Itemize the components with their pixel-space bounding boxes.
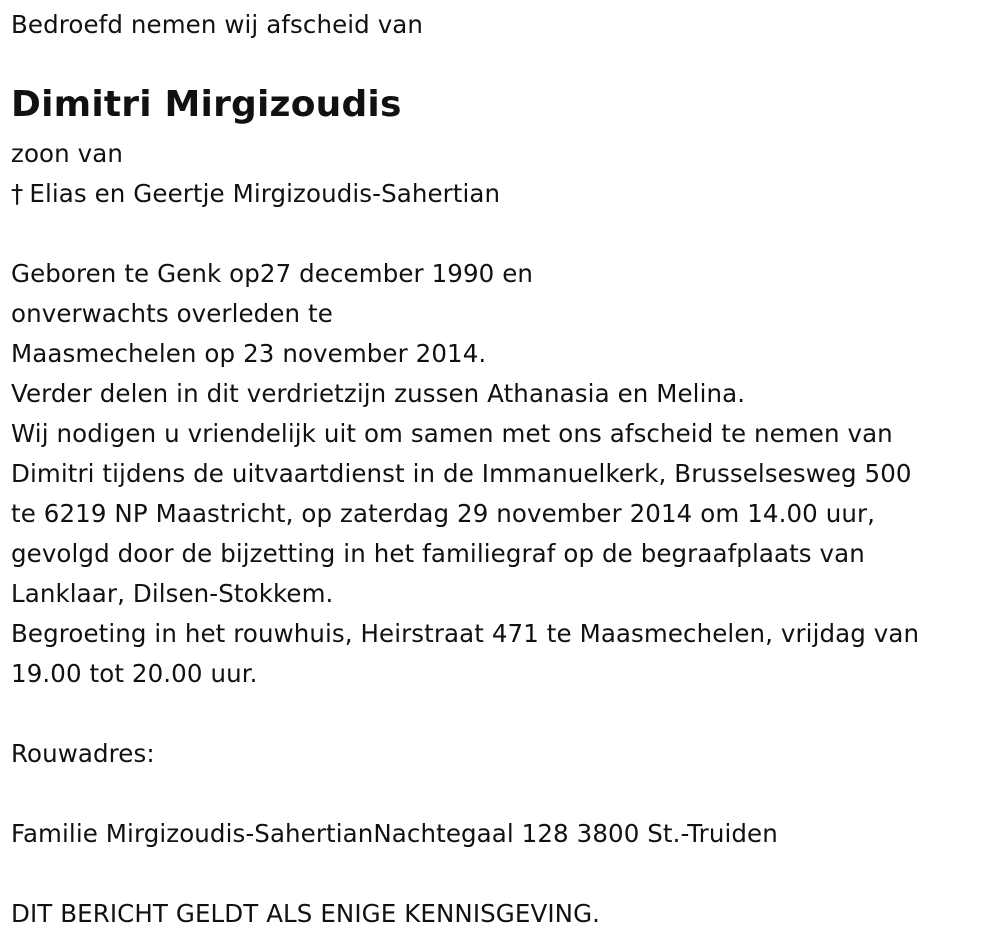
body-line: Lanklaar, Dilsen-Stokkem. — [11, 579, 334, 608]
body-line: Dimitri tijdens de uitvaartdienst in de Immanuelkerk, Brusselsesweg 500 — [11, 459, 912, 488]
deceased-name: Dimitri Mirgizoudis — [11, 84, 402, 125]
body-line: Wij nodigen u vriendelijk uit om samen met ons afscheid te nemen van — [11, 419, 893, 448]
body-line: onverwachts overleden te — [11, 299, 333, 328]
body-line: Geboren te Genk op27 december 1990 en — [11, 259, 534, 288]
body-line: Begroeting in het rouwhuis, Heirstraat 471 te Maasmechelen, vrijdag van — [11, 619, 920, 648]
body-line: Verder delen in dit verdrietzijn zussen Athanasia en Melina. — [11, 379, 746, 408]
body-line: 19.00 tot 20.00 uur. — [11, 659, 258, 688]
body-line: Maasmechelen op 23 november 2014. — [11, 339, 487, 368]
notice-text: DIT BERICHT GELDT ALS ENIGE KENNISGEVING. — [11, 899, 601, 928]
body-line: te 6219 NP Maastricht, op zaterdag 29 november 2014 om 14.00 uur, — [11, 499, 876, 528]
parents-line — [11, 174, 500, 214]
address-label: Rouwadres: — [11, 739, 155, 768]
body-line: gevolgd door de bijzetting in het familiegraf op de begraafplaats van — [11, 539, 865, 568]
relation-text: zoon van — [11, 139, 123, 168]
address-text: Familie Mirgizoudis-SahertianNachtegaal 128 3800 St.-Truiden — [11, 819, 778, 848]
intro-text: Bedroefd nemen wij afscheid van — [11, 10, 424, 39]
parents-text: Elias en Geertje Mirgizoudis-Sahertian — [29, 179, 501, 208]
cross-icon: † — [11, 179, 24, 208]
